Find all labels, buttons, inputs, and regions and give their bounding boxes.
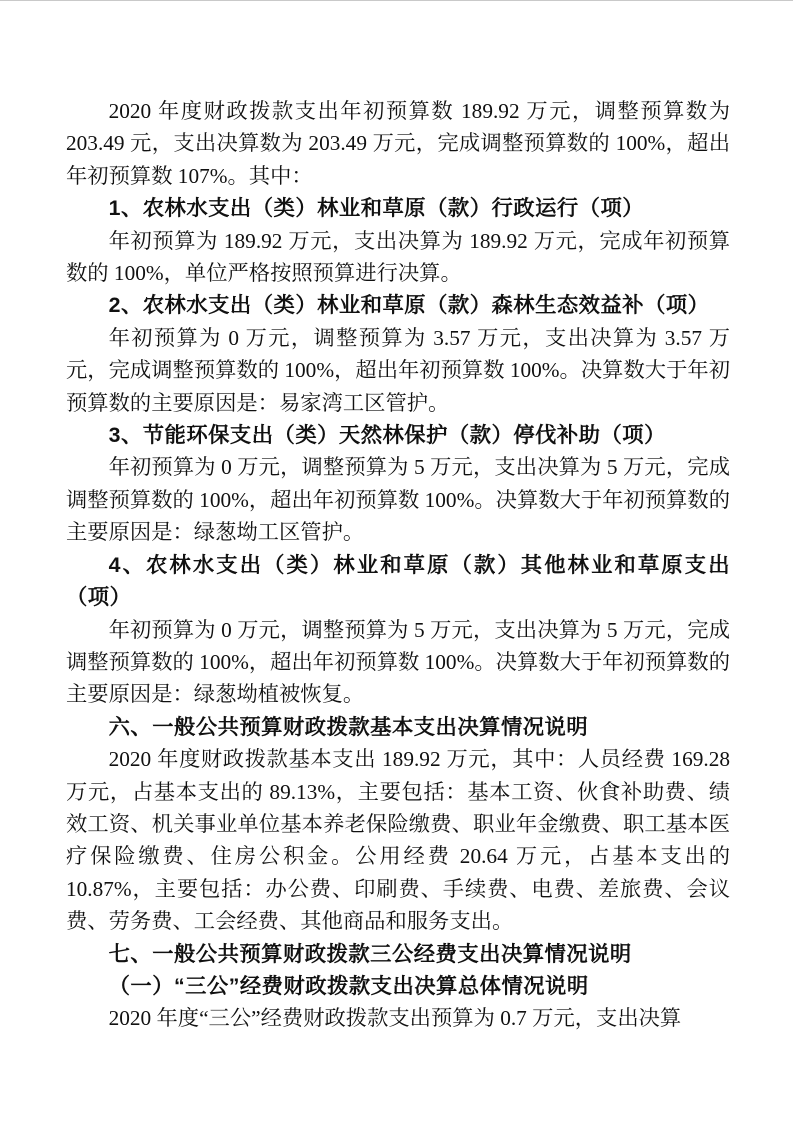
basic-expenditure-paragraph: 2020 年度财政拨款基本支出 189.92 万元，其中：人员经费 169.28 万元，占基本支出的 89.13%，主要包括：基本工资、伙食补助费、绩效工资、机关事业单位基本养老保险缴费、职业年金缴费、职工基本医疗保险缴费、住房公积金。公用经费 20.64 万元，占基本支出的 10.87%，主要包括：办公费、印刷费、手续费、电费、差旅费、会议费、劳务费、工会经费、其他商品和服务支出。: [66, 747, 730, 934]
section-7-heading: 七、一般公共预算财政拨款三公经费支出决算情况说明: [108, 941, 632, 966]
item-3-heading: 3、节能环保支出（类）天然林保护（款）停伐补助（项）: [108, 423, 666, 448]
fiscal-expenditure-overview-paragraph: 2020 年度财政拨款支出年初预算数 189.92 万元，调整预算数为 203.49 元，支出决算数为 203.49 万元，完成调整预算数的 100%，超出年初预算数 107%。其中：: [66, 99, 730, 188]
item-1-heading: 1、农林水支出（类）林业和草原（款）行政运行（项）: [108, 196, 645, 221]
document-body: [66, 95, 730, 1035]
item-3-detail-paragraph: 年初预算为 0 万元，调整预算为 5 万元，支出决算为 5 万元，完成调整预算数的 100%，超出年初预算数 100%。决算数大于年初预算数的主要原因是：绿葱坳工区管护。: [66, 455, 730, 545]
item-2-detail-paragraph: 年初预算为 0 万元，调整预算为 3.57 万元，支出决算为 3.57 万元，完成调整预算数的 100%，超出年初预算数 100%。决算数大于年初预算数的主要原因是：易家湾工区管护。: [66, 325, 730, 415]
section-7-1-subheading: （一）“三公”经费财政拨款支出决算总体情况说明: [108, 973, 589, 998]
three-public-funds-paragraph: 2020 年度“三公”经费财政拨款支出预算为 0.7 万元，支出决算: [108, 1006, 682, 1031]
item-1-detail-paragraph: 年初预算为 189.92 万元，支出决算为 189.92 万元，完成年初预算数的 100%，单位严格按照预算进行决算。: [66, 228, 730, 286]
item-4-heading: 4、农林水支出（类）林业和草原（款）其他林业和草原支出（项）: [66, 552, 730, 610]
item-4-detail-paragraph: 年初预算为 0 万元，调整预算为 5 万元，支出决算为 5 万元，完成调整预算数的 100%，超出年初预算数 100%。决算数大于年初预算数的主要原因是：绿葱坳植被恢复。: [66, 617, 730, 707]
section-6-heading: 六、一般公共预算财政拨款基本支出决算情况说明: [108, 714, 589, 739]
item-2-heading: 2、农林水支出（类）林业和草原（款）森林生态效益补（项）: [108, 293, 710, 318]
